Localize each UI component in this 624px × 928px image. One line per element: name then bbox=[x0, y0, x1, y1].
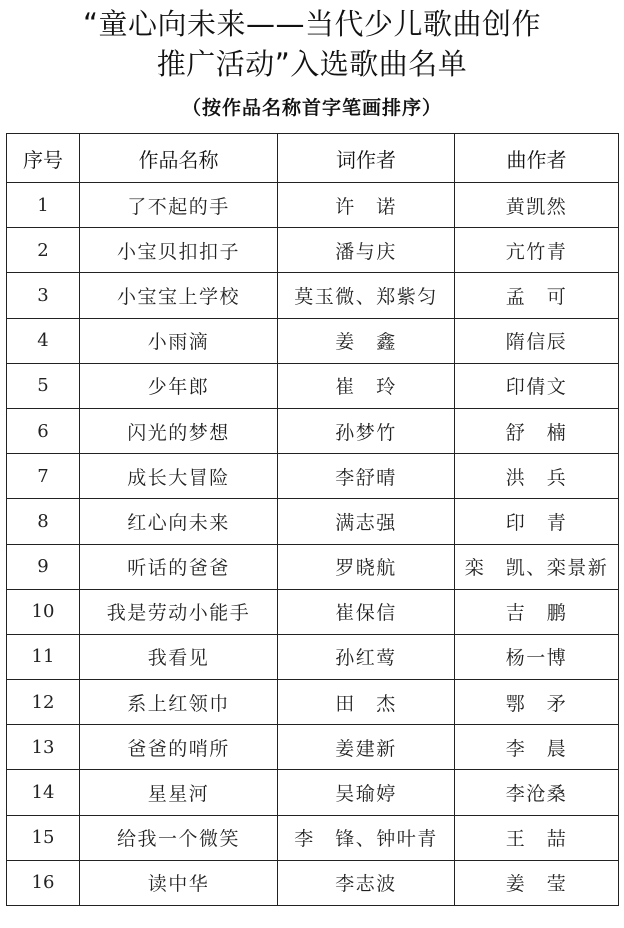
song-title: 小宝贝扣扣子 bbox=[80, 228, 278, 273]
composer: 舒 楠 bbox=[455, 408, 619, 453]
table-row bbox=[7, 454, 619, 499]
table-row bbox=[7, 589, 619, 634]
song-title: 星星河 bbox=[80, 770, 278, 815]
lyricist: 姜 鑫 bbox=[278, 318, 455, 363]
song-title: 爸爸的哨所 bbox=[80, 725, 278, 770]
song-title: 听话的爸爸 bbox=[80, 544, 278, 589]
table-row bbox=[7, 815, 619, 860]
lyricist: 姜建新 bbox=[278, 725, 455, 770]
table-row bbox=[7, 725, 619, 770]
song-title: 成长大冒险 bbox=[80, 454, 278, 499]
song-title: 闪光的梦想 bbox=[80, 408, 278, 453]
composer: 洪 兵 bbox=[455, 454, 619, 499]
composer: 隋信辰 bbox=[455, 318, 619, 363]
table-header-row bbox=[7, 134, 619, 183]
row-number: 9 bbox=[7, 544, 80, 589]
table-row bbox=[7, 363, 619, 408]
row-number: 11 bbox=[7, 634, 80, 679]
selected-songs-table bbox=[6, 133, 619, 906]
song-title: 给我一个微笑 bbox=[80, 815, 278, 860]
row-number: 1 bbox=[7, 183, 80, 228]
table-row bbox=[7, 680, 619, 725]
composer: 亢竹青 bbox=[455, 228, 619, 273]
song-title: 系上红领巾 bbox=[80, 680, 278, 725]
lyricist: 崔保信 bbox=[278, 589, 455, 634]
header-lyricist: 词作者 bbox=[278, 134, 455, 183]
lyricist: 许 诺 bbox=[278, 183, 455, 228]
song-title: 红心向未来 bbox=[80, 499, 278, 544]
row-number: 7 bbox=[7, 454, 80, 499]
composer: 王 喆 bbox=[455, 815, 619, 860]
lyricist: 崔 玲 bbox=[278, 363, 455, 408]
table-row bbox=[7, 499, 619, 544]
header-composer: 曲作者 bbox=[455, 134, 619, 183]
lyricist: 李 锋、钟叶青 bbox=[278, 815, 455, 860]
row-number: 13 bbox=[7, 725, 80, 770]
table-row bbox=[7, 860, 619, 905]
document-title-line-1: “童心向未来——当代少儿歌曲创作 bbox=[82, 7, 542, 41]
composer: 鄂 矛 bbox=[455, 680, 619, 725]
composer: 李 晨 bbox=[455, 725, 619, 770]
composer: 李沧桑 bbox=[455, 770, 619, 815]
table-row bbox=[7, 273, 619, 318]
song-title: 小雨滴 bbox=[80, 318, 278, 363]
table-row bbox=[7, 408, 619, 453]
table-row bbox=[7, 183, 619, 228]
document-title-line-2: 推广活动”入选歌曲名单 bbox=[156, 47, 468, 81]
table-row bbox=[7, 634, 619, 679]
song-title: 我是劳动小能手 bbox=[80, 589, 278, 634]
row-number: 12 bbox=[7, 680, 80, 725]
table-row bbox=[7, 228, 619, 273]
composer: 孟 可 bbox=[455, 273, 619, 318]
composer: 吉 鹏 bbox=[455, 589, 619, 634]
row-number: 5 bbox=[7, 363, 80, 408]
song-title: 我看见 bbox=[80, 634, 278, 679]
song-title: 少年郎 bbox=[80, 363, 278, 408]
composer: 黄凯然 bbox=[455, 183, 619, 228]
table-row bbox=[7, 318, 619, 363]
table-row bbox=[7, 770, 619, 815]
row-number: 15 bbox=[7, 815, 80, 860]
table-row bbox=[7, 544, 619, 589]
composer: 印倩文 bbox=[455, 363, 619, 408]
lyricist: 潘与庆 bbox=[278, 228, 455, 273]
song-title: 了不起的手 bbox=[80, 183, 278, 228]
lyricist: 吴瑜婷 bbox=[278, 770, 455, 815]
composer: 印 青 bbox=[455, 499, 619, 544]
header-number: 序号 bbox=[7, 134, 80, 183]
song-title: 读中华 bbox=[80, 860, 278, 905]
lyricist: 孙梦竹 bbox=[278, 408, 455, 453]
composer: 杨一博 bbox=[455, 634, 619, 679]
song-title: 小宝宝上学校 bbox=[80, 273, 278, 318]
composer: 姜 莹 bbox=[455, 860, 619, 905]
lyricist: 罗晓航 bbox=[278, 544, 455, 589]
row-number: 3 bbox=[7, 273, 80, 318]
header-song-title: 作品名称 bbox=[80, 134, 278, 183]
row-number: 6 bbox=[7, 408, 80, 453]
row-number: 16 bbox=[7, 860, 80, 905]
row-number: 8 bbox=[7, 499, 80, 544]
lyricist: 李志波 bbox=[278, 860, 455, 905]
lyricist: 李舒晴 bbox=[278, 454, 455, 499]
row-number: 10 bbox=[7, 589, 80, 634]
lyricist: 孙红莺 bbox=[278, 634, 455, 679]
composer: 栾 凯、栾景新 bbox=[455, 544, 619, 589]
lyricist: 满志强 bbox=[278, 499, 455, 544]
sort-order-note: （按作品名称首字笔画排序） bbox=[181, 97, 442, 119]
lyricist: 田 杰 bbox=[278, 680, 455, 725]
row-number: 2 bbox=[7, 228, 80, 273]
lyricist: 莫玉微、郑紫匀 bbox=[278, 273, 455, 318]
row-number: 4 bbox=[7, 318, 80, 363]
row-number: 14 bbox=[7, 770, 80, 815]
